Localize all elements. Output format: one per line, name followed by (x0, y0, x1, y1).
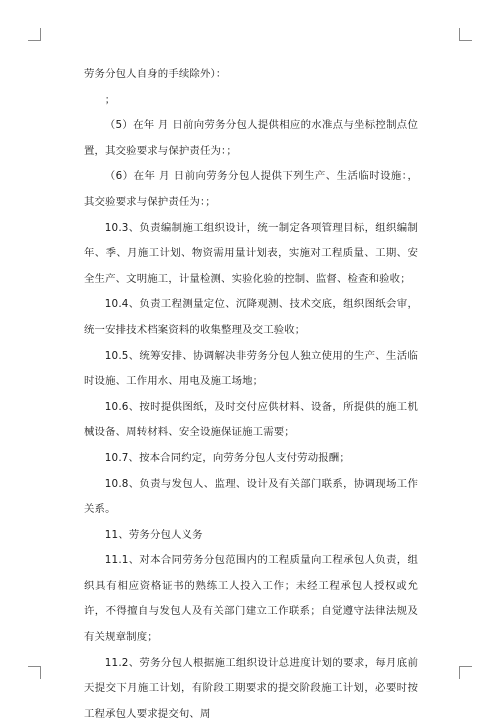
crop-mark-bottom-right (459, 666, 472, 679)
crop-mark-bottom-left (28, 666, 41, 679)
paragraph-semicolon: ； (104, 93, 116, 106)
paragraph-clause-10-4: 10.4、负责工程测量定位、沉降观测、技术交底，组织图纸会审，统一安排技术档案资料的收集整理及交工验收； (84, 298, 418, 336)
section-heading-11: 11、劳务分包人义务 (104, 528, 203, 541)
crop-mark-top-left (28, 28, 41, 41)
paragraph-clause-11-1: 11.1、对本合同劳务分包范围内的工程质量向工程承包人负责，组织具有相应资格证书的熟练工人投入工作；未经工程承包人授权或允许，不得擅自与发包人及有关部门建立工作联系；自觉遵守法律法规及有关规章制度； (84, 554, 418, 644)
crop-mark-top-right (459, 28, 472, 41)
paragraph-clause-6: （6）在年 月 日前向劳务分包人提供下列生产、生活临时设施：，其交验要求与保护责任为：； (84, 170, 418, 208)
paragraph-clause-10-6: 10.6、按时提供图纸，及时交付应供材料、设备，所提供的施工机械设备、周转材料、安全设施保证施工需要； (84, 400, 418, 439)
paragraph-clause-10-5: 10.5、统筹安排、协调解决非劳务分包人独立使用的生产、生活临时设施、工作用水、用电及施工场地； (84, 349, 418, 388)
paragraph-clause-5: （5）在年 月 日前向劳务分包人提供相应的水准点与坐标控制点位置，其交验要求与保护责任为：； (84, 119, 418, 157)
paragraph-clause-10-7: 10.7、按本合同约定，向劳务分包人支付劳动报酬； (104, 451, 350, 464)
document-body (84, 62, 418, 727)
paragraph-clause-10-8: 10.8、负责与发包人、监理、设计及有关部门联系，协调现场工作关系。 (84, 477, 418, 516)
paragraph-continuation: 劳务分包人自身的手续除外）： (84, 68, 227, 80)
paragraph-clause-10-3: 10.3、负责编制施工组织设计，统一制定各项管理目标，组织编制年、季、月施工计划、物资需用量计划表，实施对工程质量、工期、安全生产、文明施工，计量检测、实验化验的控制、监督、检查和验收； (84, 221, 418, 285)
paragraph-clause-11-2: 11.2、劳务分包人根据施工组织设计总进度计划的要求，每月底前天提交下月施工计划，有阶段工期要求的提交阶段施工计划，必要时按工程承包人要求提交旬、周 (84, 656, 418, 720)
